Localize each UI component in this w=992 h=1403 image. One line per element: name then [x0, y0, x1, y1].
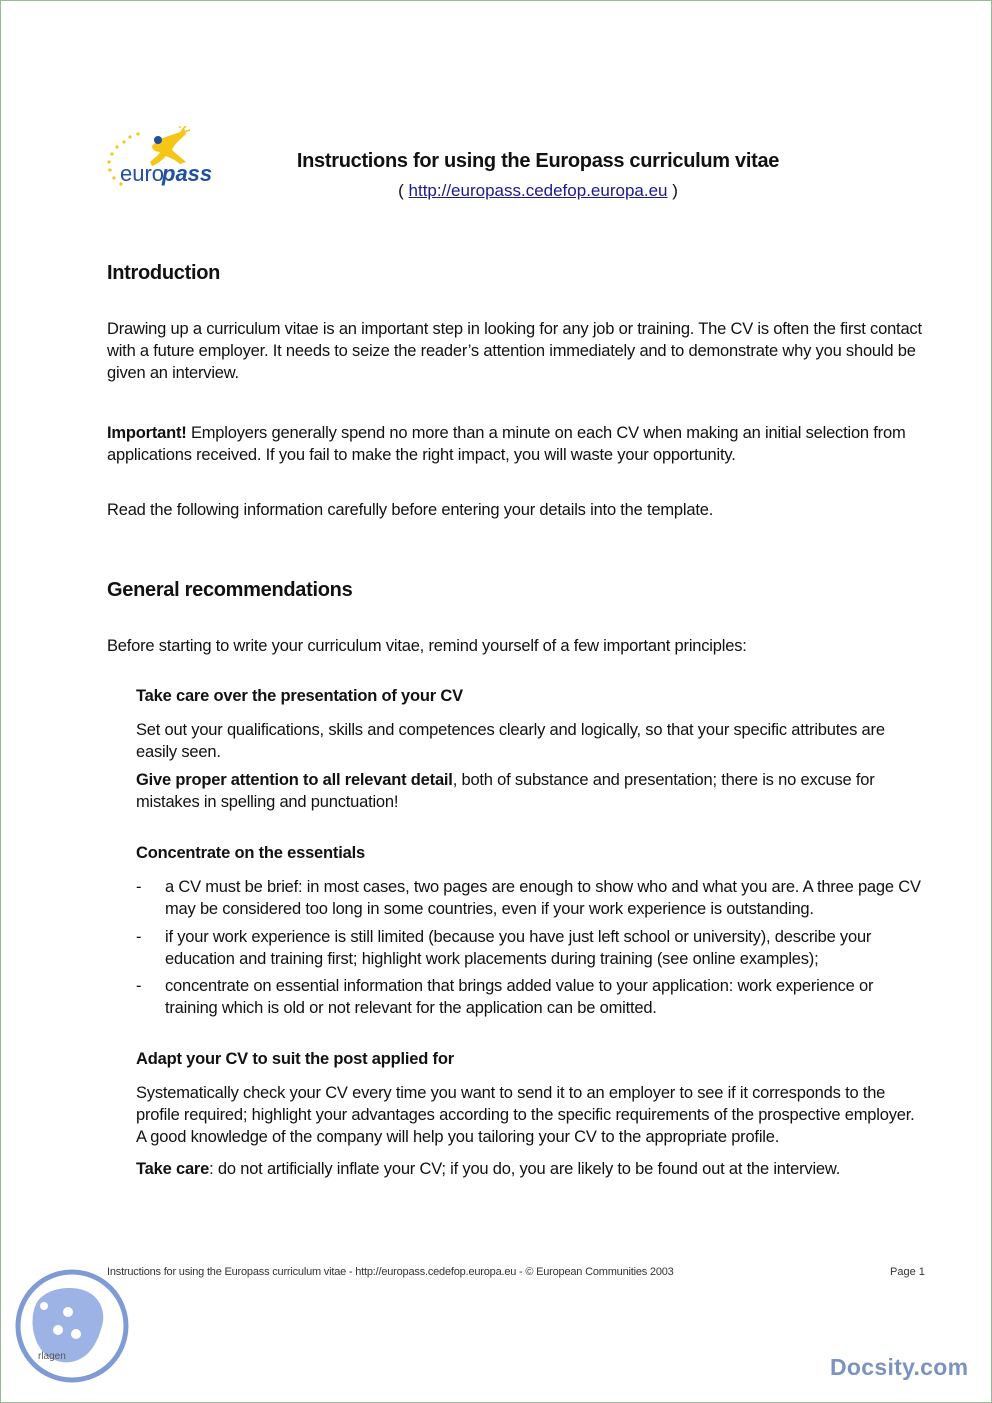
- text-line: easily seen.: [136, 743, 221, 761]
- text-line: if your work experience is still limited (because you have just left school or university), describe your: [165, 928, 872, 946]
- important-label: Important!: [107, 424, 187, 442]
- detail-text: , both of substance and presentation; there is no excuse for: [452, 771, 875, 789]
- take-care-bold: Take care: [136, 1160, 210, 1178]
- general-recommendations-heading: General recommendations: [107, 579, 353, 601]
- adapt-subheading: Adapt your CV to suit the post applied for: [136, 1050, 454, 1068]
- docsity-watermark: Docsity.com: [830, 1354, 969, 1380]
- presentation-paragraph: [136, 719, 926, 763]
- text-line: mistakes in spelling and punctuation!: [136, 793, 399, 811]
- important-text: Employers generally spend no more than a minute on each CV when making an initial selection from: [186, 424, 906, 442]
- document-link-row: [280, 181, 796, 201]
- logo-text-pass: pass: [162, 161, 213, 186]
- introduction-paragraph: [107, 318, 927, 384]
- detail-paragraph: [136, 769, 926, 813]
- detail-bold: Give proper attention to all relevant detail: [136, 771, 453, 789]
- logo-text-euro: euro: [120, 161, 165, 186]
- bullet-dash: -: [136, 928, 142, 946]
- text-line: applications received. If you fail to make the right impact, you will waste your opportunity.: [107, 446, 736, 464]
- bullet-dash: -: [136, 977, 142, 995]
- essentials-subheading: Concentrate on the essentials: [136, 844, 365, 862]
- footer-text: Instructions for using the Europass curriculum vitae - http://europass.cedefop.europa.eu - © European Communities 2003: [107, 1266, 674, 1278]
- europass-link[interactable]: http://europass.cedefop.europa.eu: [408, 181, 668, 200]
- text-line: Drawing up a curriculum vitae is an important step in looking for any job or training. The CV is often the first contact: [107, 320, 922, 338]
- important-paragraph: [107, 422, 927, 466]
- adapt-paragraph: [136, 1082, 926, 1148]
- text-line: profile required; highlight your advantages according to the specific requirements of the prospective employer.: [136, 1106, 915, 1124]
- list-item: [165, 876, 930, 920]
- text-line: [107, 422, 927, 444]
- text-line: [136, 769, 926, 791]
- take-care-paragraph: [136, 1158, 926, 1180]
- page-number: Page 1: [890, 1266, 925, 1278]
- text-line: a CV must be brief: in most cases, two pages are enough to show who and what you are. A three page CV: [165, 878, 921, 896]
- read-instructions-paragraph: Read the following information carefully before entering your details into the template.: [107, 501, 714, 519]
- text-line: Systematically check your CV every time you want to send it to an employer to see if it corresponds to the: [136, 1084, 886, 1102]
- text-line: given an interview.: [107, 364, 239, 382]
- text-line: concentrate on essential information that brings added value to your application: work experience or: [165, 977, 874, 995]
- general-intro-paragraph: Before starting to write your curriculum vitae, remind yourself of a few important principles:: [107, 637, 747, 655]
- europass-logo: [100, 126, 220, 192]
- list-item: [165, 926, 930, 970]
- take-care-text: : do not artificially inflate your CV; if you do, you are likely to be found out at the interview.: [209, 1160, 841, 1178]
- text-line: A good knowledge of the company will help you tailoring your CV to the appropriate profile.: [136, 1128, 780, 1146]
- link-close-paren: ): [667, 181, 678, 200]
- text-line: education and training first; highlight work placements during training (see online examples);: [165, 950, 819, 968]
- introduction-heading: Introduction: [107, 262, 221, 284]
- link-open-paren: (: [398, 181, 409, 200]
- text-line: with a future employer. It needs to seize the reader’s attention immediately and to demonstrate why you should be: [107, 342, 916, 360]
- vorlagen-watermark-icon: [14, 1268, 130, 1384]
- text-line: training which is old or not relevant for the application can be omitted.: [165, 999, 657, 1017]
- presentation-subheading: Take care over the presentation of your CV: [136, 687, 463, 705]
- document-title: Instructions for using the Europass curriculum vitae: [296, 150, 780, 172]
- list-item: [165, 975, 930, 1019]
- text-line: Set out your qualifications, skills and competences clearly and logically, so that your specific attributes are: [136, 721, 885, 739]
- bullet-dash: -: [136, 878, 142, 896]
- vorlagen-watermark-text: rlagen: [38, 1351, 66, 1362]
- text-line: may be considered too long in some countries, even if your work experience is outstanding.: [165, 900, 814, 918]
